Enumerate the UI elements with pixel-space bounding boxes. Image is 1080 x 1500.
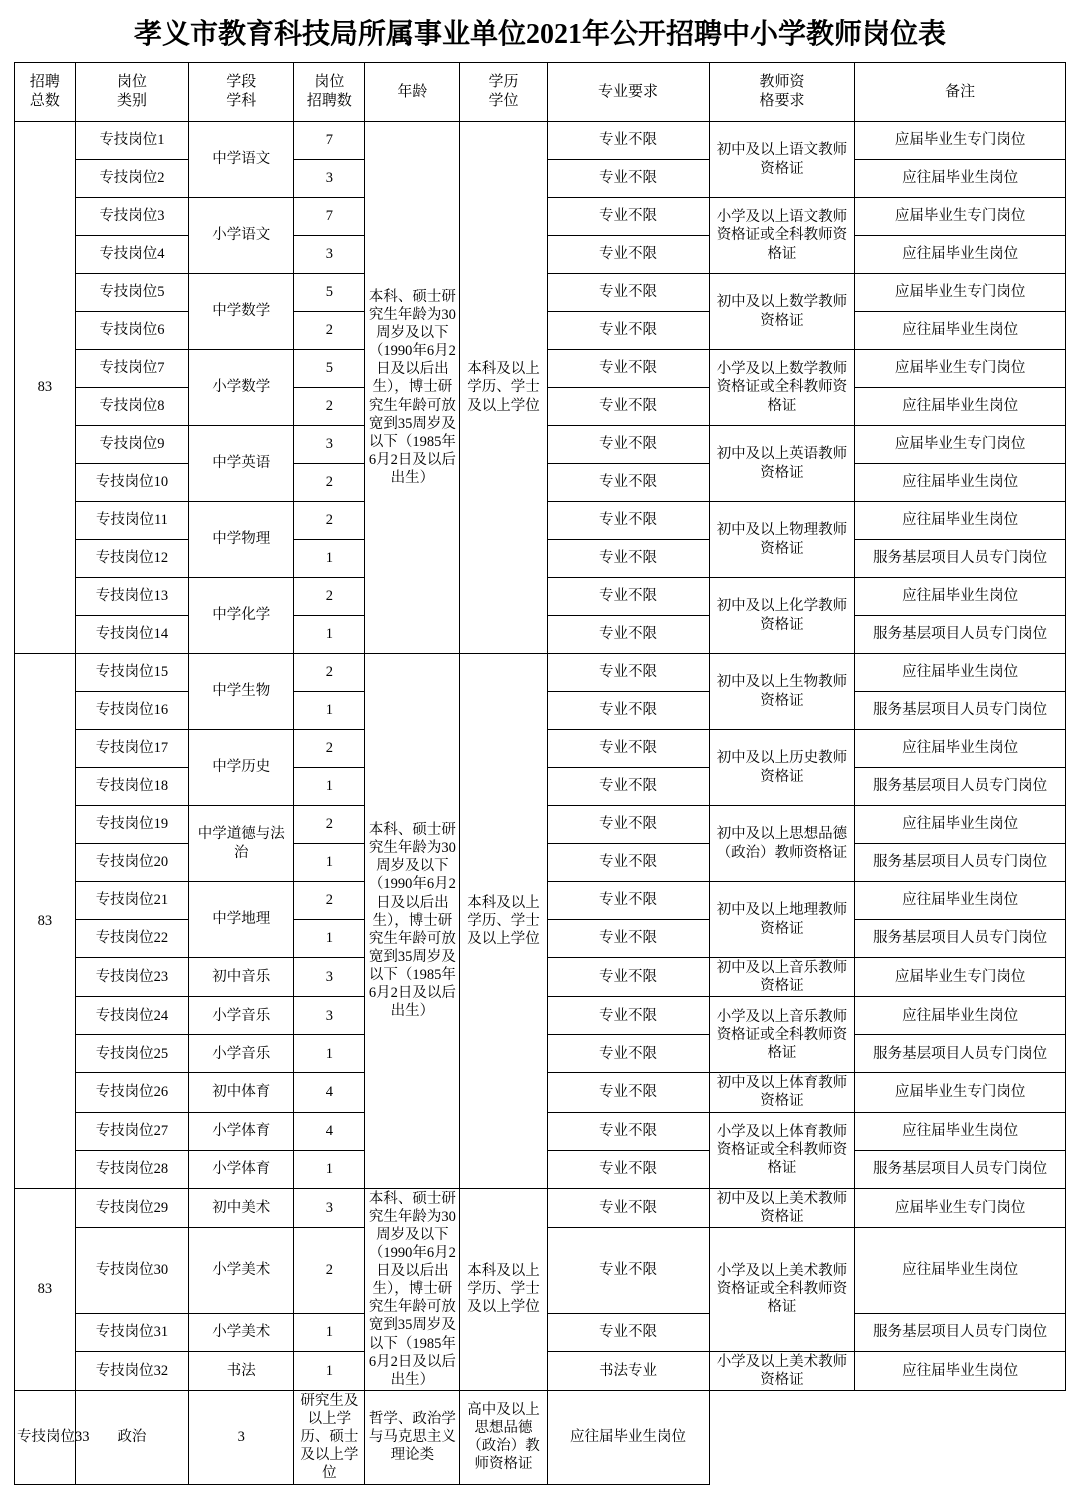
cell-remark: 服务基层项目人员专门岗位 — [855, 768, 1066, 806]
cell-position-count: 7 — [294, 198, 365, 236]
cell-major-requirement: 专业不限 — [547, 502, 709, 540]
cell-job-category: 专技岗位21 — [75, 882, 188, 920]
cell-major-requirement: 专业不限 — [547, 388, 709, 426]
cell-major-requirement: 专业不限 — [547, 236, 709, 274]
cell-major-requirement: 专业不限 — [547, 882, 709, 920]
cell-remark: 应往届毕业生岗位 — [855, 806, 1066, 844]
cell-major-requirement: 专业不限 — [547, 654, 709, 692]
cell-major-requirement: 哲学、政治学与马克思主义理论类 — [365, 1390, 460, 1484]
cell-job-category: 专技岗位20 — [75, 844, 188, 882]
cell-major-requirement: 专业不限 — [547, 692, 709, 730]
cell-subject: 初中美术 — [189, 1188, 294, 1227]
column-header-category: 岗位 类别 — [75, 63, 188, 122]
cell-remark: 服务基层项目人员专门岗位 — [855, 692, 1066, 730]
cell-position-count: 4 — [294, 1112, 365, 1150]
cell-remark: 应往届毕业生岗位 — [855, 502, 1066, 540]
cell-position-count: 2 — [294, 1227, 365, 1313]
cell-remark: 应往届毕业生岗位 — [855, 312, 1066, 350]
cell-certificate-requirement: 初中及以上思想品德（政治）教师资格证 — [709, 806, 855, 882]
cell-job-category: 专技岗位11 — [75, 502, 188, 540]
cell-position-count: 1 — [294, 1150, 365, 1188]
cell-certificate-requirement: 小学及以上美术教师资格证 — [709, 1351, 855, 1390]
cell-major-requirement: 专业不限 — [547, 578, 709, 616]
cell-major-requirement: 专业不限 — [547, 426, 709, 464]
cell-subject: 中学化学 — [189, 578, 294, 654]
cell-certificate-requirement: 初中及以上地理教师资格证 — [709, 882, 855, 958]
cell-remark: 服务基层项目人员专门岗位 — [855, 920, 1066, 958]
cell-major-requirement: 专业不限 — [547, 806, 709, 844]
table-row — [15, 122, 1066, 160]
cell-remark: 应往届毕业生岗位 — [855, 1227, 1066, 1313]
cell-position-count: 5 — [294, 274, 365, 312]
cell-major-requirement: 专业不限 — [547, 1073, 709, 1112]
cell-remark: 应往届毕业生岗位 — [547, 1390, 709, 1484]
cell-remark: 应往届毕业生岗位 — [855, 1351, 1066, 1390]
cell-subject: 中学道德与法治 — [189, 806, 294, 882]
column-header-remark: 备注 — [855, 63, 1066, 122]
cell-job-category: 专技岗位12 — [75, 540, 188, 578]
table-row — [15, 654, 1066, 692]
table-row — [15, 1188, 1066, 1227]
cell-subject: 小学音乐 — [189, 997, 294, 1035]
cell-remark: 应届毕业生专门岗位 — [855, 274, 1066, 312]
cell-job-category: 专技岗位18 — [75, 768, 188, 806]
cell-major-requirement: 专业不限 — [547, 958, 709, 997]
cell-position-count: 1 — [294, 616, 365, 654]
cell-position-count: 1 — [294, 844, 365, 882]
cell-subject: 初中体育 — [189, 1073, 294, 1112]
cell-certificate-requirement: 初中及以上音乐教师资格证 — [709, 958, 855, 997]
cell-certificate-requirement: 小学及以上数学教师资格证或全科教师资格证 — [709, 350, 855, 426]
cell-education-requirement: 本科及以上学历、学士及以上学位 — [460, 654, 547, 1189]
cell-certificate-requirement: 初中及以上美术教师资格证 — [709, 1188, 855, 1227]
cell-job-category: 专技岗位3 — [75, 198, 188, 236]
cell-job-category: 专技岗位15 — [75, 654, 188, 692]
cell-job-category: 专技岗位25 — [75, 1035, 188, 1073]
cell-subject: 小学体育 — [189, 1150, 294, 1188]
cell-subject: 小学数学 — [189, 350, 294, 426]
cell-job-category: 专技岗位30 — [75, 1227, 188, 1313]
cell-remark: 应往届毕业生岗位 — [855, 730, 1066, 768]
cell-job-category: 专技岗位17 — [75, 730, 188, 768]
cell-remark: 应往届毕业生岗位 — [855, 1112, 1066, 1150]
cell-certificate-requirement: 初中及以上语文教师资格证 — [709, 122, 855, 198]
cell-major-requirement: 专业不限 — [547, 730, 709, 768]
cell-remark: 应届毕业生专门岗位 — [855, 122, 1066, 160]
cell-subject: 中学地理 — [189, 882, 294, 958]
cell-remark: 应往届毕业生岗位 — [855, 388, 1066, 426]
cell-job-category: 专技岗位28 — [75, 1150, 188, 1188]
cell-job-category: 专技岗位10 — [75, 464, 188, 502]
cell-remark: 应往届毕业生岗位 — [855, 464, 1066, 502]
cell-job-category: 专技岗位27 — [75, 1112, 188, 1150]
cell-job-category: 专技岗位22 — [75, 920, 188, 958]
cell-age-requirement: 本科、硕士研究生年龄为30周岁及以下（1990年6月2日及以后出生），博士研究生年龄可放宽到35周岁及以下（1985年6月2日及以后出生） — [365, 122, 460, 654]
cell-job-category: 专技岗位29 — [75, 1188, 188, 1227]
cell-position-count: 1 — [294, 1313, 365, 1351]
cell-subject: 小学美术 — [189, 1227, 294, 1313]
cell-job-category: 专技岗位19 — [75, 806, 188, 844]
page-title: 孝义市教育科技局所属事业单位2021年公开招聘中小学教师岗位表 — [133, 19, 946, 50]
cell-job-category: 专技岗位33 — [15, 1390, 76, 1484]
cell-remark: 应届毕业生专门岗位 — [855, 1073, 1066, 1112]
cell-education-requirement: 本科及以上学历、学士及以上学位 — [460, 122, 547, 654]
cell-major-requirement: 专业不限 — [547, 464, 709, 502]
cell-job-category: 专技岗位9 — [75, 426, 188, 464]
cell-subject: 中学历史 — [189, 730, 294, 806]
cell-position-count: 1 — [294, 540, 365, 578]
cell-job-category: 专技岗位13 — [75, 578, 188, 616]
cell-job-category: 专技岗位8 — [75, 388, 188, 426]
cell-certificate-requirement: 初中及以上历史教师资格证 — [709, 730, 855, 806]
cell-remark: 应往届毕业生岗位 — [855, 236, 1066, 274]
cell-remark: 应往届毕业生岗位 — [855, 578, 1066, 616]
cell-job-category: 专技岗位1 — [75, 122, 188, 160]
cell-position-count: 4 — [294, 1073, 365, 1112]
cell-remark: 应届毕业生专门岗位 — [855, 350, 1066, 388]
cell-remark: 服务基层项目人员专门岗位 — [855, 1150, 1066, 1188]
cell-position-count: 3 — [189, 1390, 294, 1484]
cell-certificate-requirement: 小学及以上音乐教师资格证或全科教师资格证 — [709, 997, 855, 1073]
cell-subject: 初中音乐 — [189, 958, 294, 997]
cell-remark: 服务基层项目人员专门岗位 — [855, 1035, 1066, 1073]
cell-major-requirement: 专业不限 — [547, 540, 709, 578]
cell-subject: 中学生物 — [189, 654, 294, 730]
cell-major-requirement: 专业不限 — [547, 844, 709, 882]
cell-job-category: 专技岗位26 — [75, 1073, 188, 1112]
cell-certificate-requirement: 小学及以上语文教师资格证或全科教师资格证 — [709, 198, 855, 274]
cell-remark: 应届毕业生专门岗位 — [855, 426, 1066, 464]
cell-subject: 中学英语 — [189, 426, 294, 502]
cell-subject: 中学物理 — [189, 502, 294, 578]
cell-position-count: 3 — [294, 426, 365, 464]
cell-position-count: 7 — [294, 122, 365, 160]
cell-major-requirement: 专业不限 — [547, 1112, 709, 1150]
cell-remark: 应往届毕业生岗位 — [855, 882, 1066, 920]
cell-major-requirement: 书法专业 — [547, 1351, 709, 1390]
cell-remark: 服务基层项目人员专门岗位 — [855, 1313, 1066, 1351]
cell-subject: 中学数学 — [189, 274, 294, 350]
table-header-row — [15, 63, 1066, 122]
cell-certificate-requirement: 初中及以上数学教师资格证 — [709, 274, 855, 350]
cell-education-requirement: 本科及以上学历、学士及以上学位 — [460, 1188, 547, 1390]
cell-job-category: 专技岗位14 — [75, 616, 188, 654]
cell-job-category: 专技岗位5 — [75, 274, 188, 312]
cell-major-requirement: 专业不限 — [547, 616, 709, 654]
cell-age-requirement: 本科、硕士研究生年龄为30周岁及以下（1990年6月2日及以后出生），博士研究生年龄可放宽到35周岁及以下（1985年6月2日及以后出生） — [365, 654, 460, 1189]
cell-subject: 小学体育 — [189, 1112, 294, 1150]
cell-major-requirement: 专业不限 — [547, 920, 709, 958]
cell-position-count: 1 — [294, 920, 365, 958]
cell-total-count: 83 — [15, 122, 76, 654]
cell-job-category: 专技岗位23 — [75, 958, 188, 997]
cell-total-count: 83 — [15, 1188, 76, 1390]
cell-major-requirement: 专业不限 — [547, 1227, 709, 1313]
cell-major-requirement: 专业不限 — [547, 768, 709, 806]
cell-certificate-requirement: 初中及以上体育教师资格证 — [709, 1073, 855, 1112]
cell-major-requirement: 专业不限 — [547, 1035, 709, 1073]
table-row — [15, 1390, 1066, 1484]
cell-certificate-requirement: 初中及以上生物教师资格证 — [709, 654, 855, 730]
cell-position-count: 1 — [294, 1351, 365, 1390]
cell-major-requirement: 专业不限 — [547, 198, 709, 236]
cell-position-count: 1 — [294, 692, 365, 730]
cell-subject: 小学语文 — [189, 198, 294, 274]
cell-remark: 应往届毕业生岗位 — [855, 654, 1066, 692]
cell-position-count: 2 — [294, 464, 365, 502]
cell-subject: 书法 — [189, 1351, 294, 1390]
cell-major-requirement: 专业不限 — [547, 1188, 709, 1227]
cell-position-count: 2 — [294, 806, 365, 844]
cell-subject: 小学音乐 — [189, 1035, 294, 1073]
cell-job-category: 专技岗位32 — [75, 1351, 188, 1390]
cell-position-count: 2 — [294, 882, 365, 920]
cell-job-category: 专技岗位4 — [75, 236, 188, 274]
cell-position-count: 2 — [294, 502, 365, 540]
cell-position-count: 1 — [294, 768, 365, 806]
table-header — [15, 63, 1066, 122]
column-header-education: 学历 学位 — [460, 63, 547, 122]
cell-position-count: 2 — [294, 654, 365, 692]
cell-subject: 小学美术 — [189, 1313, 294, 1351]
cell-age-requirement: 本科、硕士研究生年龄为30周岁及以下（1990年6月2日及以后出生），博士研究生年龄可放宽到35周岁及以下（1985年6月2日及以后出生） — [365, 1188, 460, 1390]
cell-major-requirement: 专业不限 — [547, 274, 709, 312]
cell-position-count: 3 — [294, 958, 365, 997]
cell-major-requirement: 专业不限 — [547, 160, 709, 198]
cell-position-count: 3 — [294, 997, 365, 1035]
column-header-age: 年龄 — [365, 63, 460, 122]
cell-major-requirement: 专业不限 — [547, 350, 709, 388]
cell-job-category: 专技岗位31 — [75, 1313, 188, 1351]
cell-position-count: 3 — [294, 160, 365, 198]
cell-position-count: 5 — [294, 350, 365, 388]
cell-major-requirement: 专业不限 — [547, 1313, 709, 1351]
cell-certificate-requirement: 高中及以上思想品德（政治）教师资格证 — [460, 1390, 547, 1484]
cell-major-requirement: 专业不限 — [547, 997, 709, 1035]
column-header-major: 专业要求 — [547, 63, 709, 122]
column-header-total: 招聘 总数 — [15, 63, 76, 122]
cell-certificate-requirement: 初中及以上化学教师资格证 — [709, 578, 855, 654]
cell-certificate-requirement: 小学及以上美术教师资格证或全科教师资格证 — [709, 1227, 855, 1351]
cell-remark: 服务基层项目人员专门岗位 — [855, 616, 1066, 654]
cell-certificate-requirement: 小学及以上体育教师资格证或全科教师资格证 — [709, 1112, 855, 1188]
cell-total-count: 83 — [15, 654, 76, 1189]
cell-remark: 服务基层项目人员专门岗位 — [855, 540, 1066, 578]
cell-remark: 服务基层项目人员专门岗位 — [855, 844, 1066, 882]
cell-job-category: 专技岗位2 — [75, 160, 188, 198]
cell-position-count: 3 — [294, 236, 365, 274]
cell-subject: 政治 — [75, 1390, 188, 1484]
cell-education-requirement: 研究生及以上学历、硕士及以上学位 — [294, 1390, 365, 1484]
cell-position-count: 2 — [294, 730, 365, 768]
cell-position-count: 3 — [294, 1188, 365, 1227]
cell-position-count: 1 — [294, 1035, 365, 1073]
cell-position-count: 2 — [294, 578, 365, 616]
cell-job-category: 专技岗位16 — [75, 692, 188, 730]
recruitment-table — [14, 62, 1066, 1485]
cell-job-category: 专技岗位6 — [75, 312, 188, 350]
cell-subject: 中学语文 — [189, 122, 294, 198]
table-body — [15, 122, 1066, 1485]
cell-major-requirement: 专业不限 — [547, 312, 709, 350]
cell-remark: 应往届毕业生岗位 — [855, 997, 1066, 1035]
cell-certificate-requirement: 初中及以上英语教师资格证 — [709, 426, 855, 502]
cell-position-count: 2 — [294, 312, 365, 350]
column-header-certificate: 教师资 格要求 — [709, 63, 855, 122]
cell-certificate-requirement: 初中及以上物理教师资格证 — [709, 502, 855, 578]
cell-remark: 应届毕业生专门岗位 — [855, 198, 1066, 236]
cell-position-count: 2 — [294, 388, 365, 426]
cell-job-category: 专技岗位24 — [75, 997, 188, 1035]
cell-remark: 应往届毕业生岗位 — [855, 160, 1066, 198]
column-header-subject: 学段 学科 — [189, 63, 294, 122]
column-header-count: 岗位 招聘数 — [294, 63, 365, 122]
cell-remark: 应届毕业生专门岗位 — [855, 1188, 1066, 1227]
cell-job-category: 专技岗位7 — [75, 350, 188, 388]
cell-major-requirement: 专业不限 — [547, 122, 709, 160]
cell-major-requirement: 专业不限 — [547, 1150, 709, 1188]
cell-remark: 应届毕业生专门岗位 — [855, 958, 1066, 997]
